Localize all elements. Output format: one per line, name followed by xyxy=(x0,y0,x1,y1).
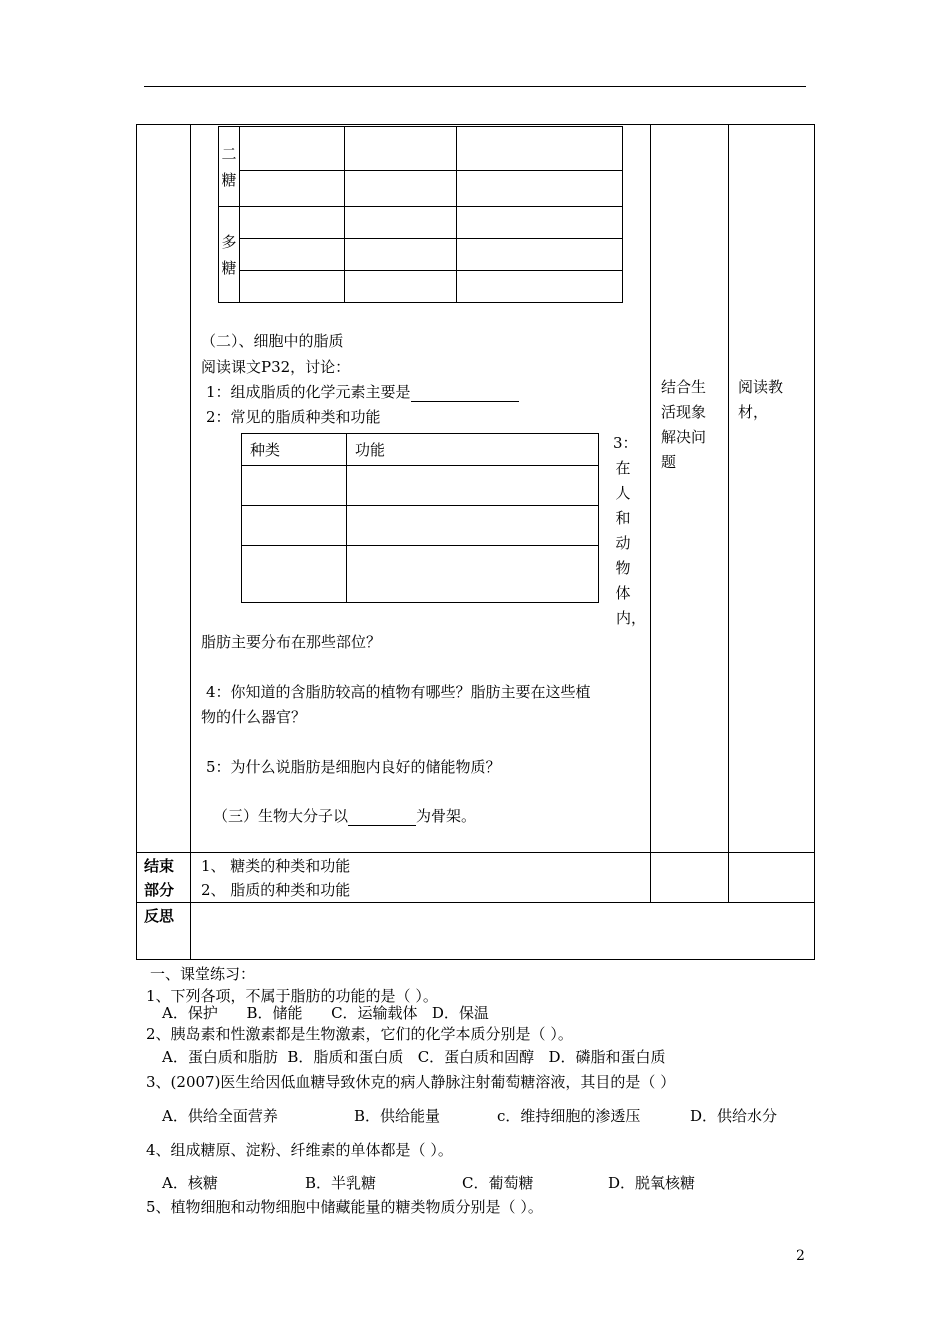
lipid-table xyxy=(241,433,599,603)
answer-blank xyxy=(348,809,416,826)
exercise-q2-options: A．蛋白质和脂肪 B．脂质和蛋白质 C．蛋白质和固醇 D．磷脂和蛋白质 xyxy=(162,1048,666,1066)
ending-label-1: 结束 xyxy=(144,857,175,875)
exercise-q4: 4、组成糖原、淀粉、纤维素的单体都是（ ）。 xyxy=(146,1141,453,1159)
exercise-q5: 5、植物细胞和动物细胞中储藏能量的糖类物质分别是（ ）。 xyxy=(146,1198,543,1216)
ending-item-1: 1、 糖类的种类和功能 xyxy=(201,857,351,875)
lipid-heading: （二）、细胞中的脂质 xyxy=(201,332,344,350)
exercise-q3: 3、(2007)医生给因低血糖导致休克的病人静脉注射葡萄糖溶液，其目的是（ ） xyxy=(146,1073,676,1091)
question-2: 2：常见的脂质种类和功能 xyxy=(206,408,381,426)
question-4-line1: 4：你知道的含脂肪较高的植物有哪些？脂肪主要在这些植 xyxy=(206,683,591,701)
reflection-label: 反思 xyxy=(144,907,175,925)
question-4-line2: 物的什么器官？ xyxy=(201,708,307,726)
header-rule xyxy=(144,86,806,87)
section-3: （三）生物大分子以 为骨架。 xyxy=(213,807,477,825)
exercise-heading: 一、课堂练习： xyxy=(150,965,256,983)
ending-label-2: 部分 xyxy=(144,881,175,899)
table-head-function: 功能 xyxy=(347,434,599,466)
exercise-q1-options: A．保护 B．储能 C．运输载体 D．保温 xyxy=(162,1004,489,1022)
answer-blank xyxy=(411,385,519,402)
question-1: 1：组成脂质的化学元素主要是 xyxy=(206,382,519,402)
table-head-kind: 种类 xyxy=(242,434,347,466)
read-instruction: 阅读课文P32，讨论： xyxy=(201,358,351,376)
polysaccharide-label: 多 糖 xyxy=(219,207,240,303)
exercise-q2: 2、胰岛素和性激素都是生物激素，它们的化学本质分别是（ ）。 xyxy=(146,1025,573,1043)
question-5: 5：为什么说脂肪是细胞内良好的储能物质？ xyxy=(206,758,501,776)
question-3-end: 脂肪主要分布在那些部位？ xyxy=(201,633,382,651)
ending-item-2: 2、 脂质的种类和功能 xyxy=(201,881,351,899)
exercise-q1: 1、下列各项，不属于脂肪的功能的是（ ）。 xyxy=(146,987,438,1005)
page-number: 2 xyxy=(796,1248,805,1264)
sugar-table xyxy=(218,126,623,303)
disaccharide-label: 二 糖 xyxy=(219,127,240,207)
